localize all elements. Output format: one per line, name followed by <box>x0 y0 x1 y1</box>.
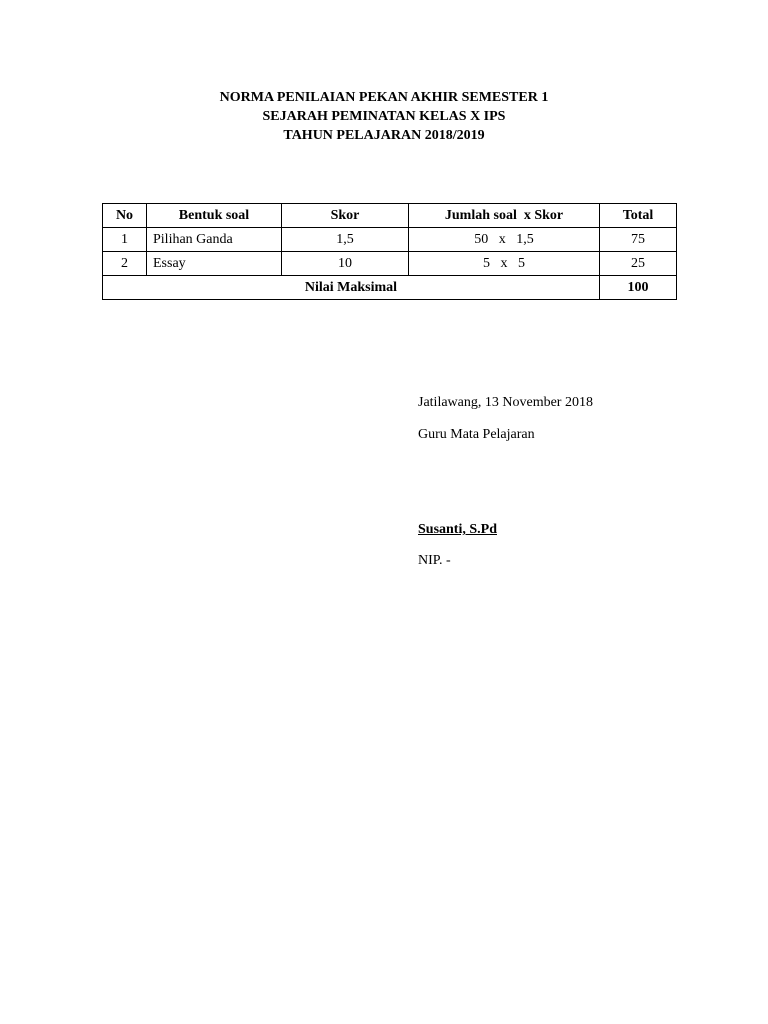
cell-skor: 10 <box>282 252 409 276</box>
footer-label: Nilai Maksimal <box>103 276 600 300</box>
score-table <box>102 203 677 300</box>
table-footer-row <box>103 276 677 300</box>
cell-bentuk-soal: Essay <box>147 252 282 276</box>
document-title <box>0 88 768 145</box>
cell-no: 2 <box>103 252 147 276</box>
title-line-2: SEJARAH PEMINATAN KELAS X IPS <box>262 109 506 124</box>
cell-jumlah: 50 x 1,5 <box>409 228 600 252</box>
cell-total: 25 <box>600 252 677 276</box>
header-bentuk-soal: Bentuk soal <box>147 204 282 228</box>
cell-jumlah: 5 x 5 <box>409 252 600 276</box>
table-row <box>103 228 677 252</box>
header-total: Total <box>600 204 677 228</box>
footer-total: 100 <box>600 276 677 300</box>
title-line-3: TAHUN PELAJARAN 2018/2019 <box>283 128 485 143</box>
signer-name: Susanti, S.Pd <box>418 522 497 537</box>
title-line-1: NORMA PENILAIAN PEKAN AKHIR SEMESTER 1 <box>219 90 549 105</box>
header-no: No <box>103 204 147 228</box>
table-header-row <box>103 204 677 228</box>
table-row <box>103 252 677 276</box>
cell-no: 1 <box>103 228 147 252</box>
place-date: Jatilawang, 13 November 2018 <box>418 395 593 410</box>
signer-nip: NIP. - <box>418 553 451 568</box>
cell-bentuk-soal: Pilihan Ganda <box>147 228 282 252</box>
signer-role: Guru Mata Pelajaran <box>418 427 535 442</box>
header-skor: Skor <box>282 204 409 228</box>
cell-total: 75 <box>600 228 677 252</box>
cell-skor: 1,5 <box>282 228 409 252</box>
header-jumlah-soal-x-skor: Jumlah soal x Skor <box>409 204 600 228</box>
